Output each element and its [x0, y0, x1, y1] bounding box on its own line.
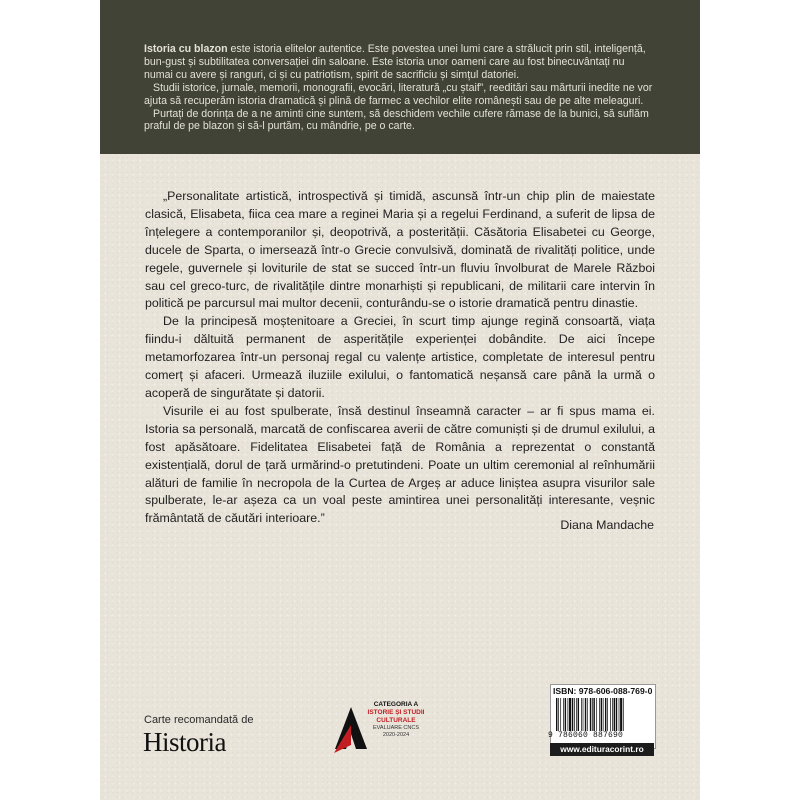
recommended-label: Carte recomandată de	[144, 714, 254, 726]
series-paragraph-2: Studii istorice, jurnale, memorii, monografii, evocări, literatură „cu ștaif”, reeditări sau mărturii inedite ne vor ajuta să recuperăm istoria dramatică și plină de farmec a vechilor elite românești sau de pe alte meleaguri.	[144, 81, 653, 107]
series-name: Istoria cu blazon	[144, 43, 228, 55]
barcode-digits: 9 786060 887690	[548, 731, 624, 740]
quote-author: Diana Mandache	[560, 518, 654, 532]
series-description-band	[100, 0, 700, 154]
quote-paragraph-2: De la principesă moștenitoare a Greciei, în scurt timp ajunge regină consoartă, viața fiindu-i dăltuită permanent de asperitățile experienței dobândite. De aici începe metamorfozarea într-un personaj regal cu valențe artistice, completate de interesul pentru comerț și afaceri. Urmează iluziile exilului, o fantomatică neșansă care până la urmă o acoperă de singurătate și datorii.	[145, 314, 655, 400]
quote-paragraph-1: „Personalitate artistică, introspectivă și timidă, ascunsă într-un chip plin de maiestate clasică, Elisabeta, fiica cea mare a reginei Maria și a regelui Ferdinand, a suferit de lipsa de înțelegere a contemporanilor și, deopotrivă, a posterității. Căsătoria Elisabetei cu George, ducele de Sparta, o imersează într-o Grecie convulsivă, dominată de rivalități politice, unde regele, guvernele și loviturile de stat se succed într-un fluviu învolburat de Marele Război sau cel greco-turc, de rivalitățile dintre monarhiști și republicani, de militarii care intervin în politică pe parcursul mai multor decenii, conturându-se o istorie dramatică pentru dinastie.	[145, 189, 655, 311]
blurb-quote	[145, 188, 655, 528]
barcode-icon	[556, 698, 648, 731]
category-badge: CATEGORIA A ISTORIE ȘI STUDII CULTURALE EVALUARE CNCS 2020-2024	[367, 701, 425, 738]
quote-paragraph-3: Visurile ei au fost spulberate, însă destinul înseamnă caracter – ar fi spus mama ei. Istoria sa personală, marcată de confiscarea averii de către comuniști și de drumul exilului, a fost apăsătoare. Fidelitatea Elisabetei față de România a reprezentat o constantă existențială, dorul de țară urmărind-o pretutindeni. Poate un ultim ceremonial al reînhumării alături de familie în necropola de la Curtea de Argeș ar aduce liniștea asupra visurilor sale spulberate, le-ar așeza ca un voal peste amintirea unei personalități interesante, veșnic frământată de căutări interioare.”	[145, 403, 655, 526]
isbn-label: ISBN: 978-606-088-769-0	[553, 686, 653, 696]
series-paragraph-1: Istoria cu blazon este istoria elitelor autentice. Este povestea unei lumi care a strălucit prin stil, inteligență, bun-gust și subtilitatea conversației din saloane. Este istoria unor oameni care au fost binecuvântați nu numai cu avere și ranguri, ci și cu patriotism, spirit de sacrificiu și simțul datoriei.	[144, 43, 646, 81]
historia-logo: Historia	[143, 727, 226, 757]
website-label: www.edituracorint.ro	[550, 743, 654, 756]
series-paragraph-3: Purtați de dorința de a ne aminti cine suntem, să deschidem vechile cufere rămase de la bunici, să suflăm praful de pe blazon și să-l purtăm, cu mândrie, pe o carte.	[144, 107, 649, 133]
series-description	[144, 43, 656, 133]
